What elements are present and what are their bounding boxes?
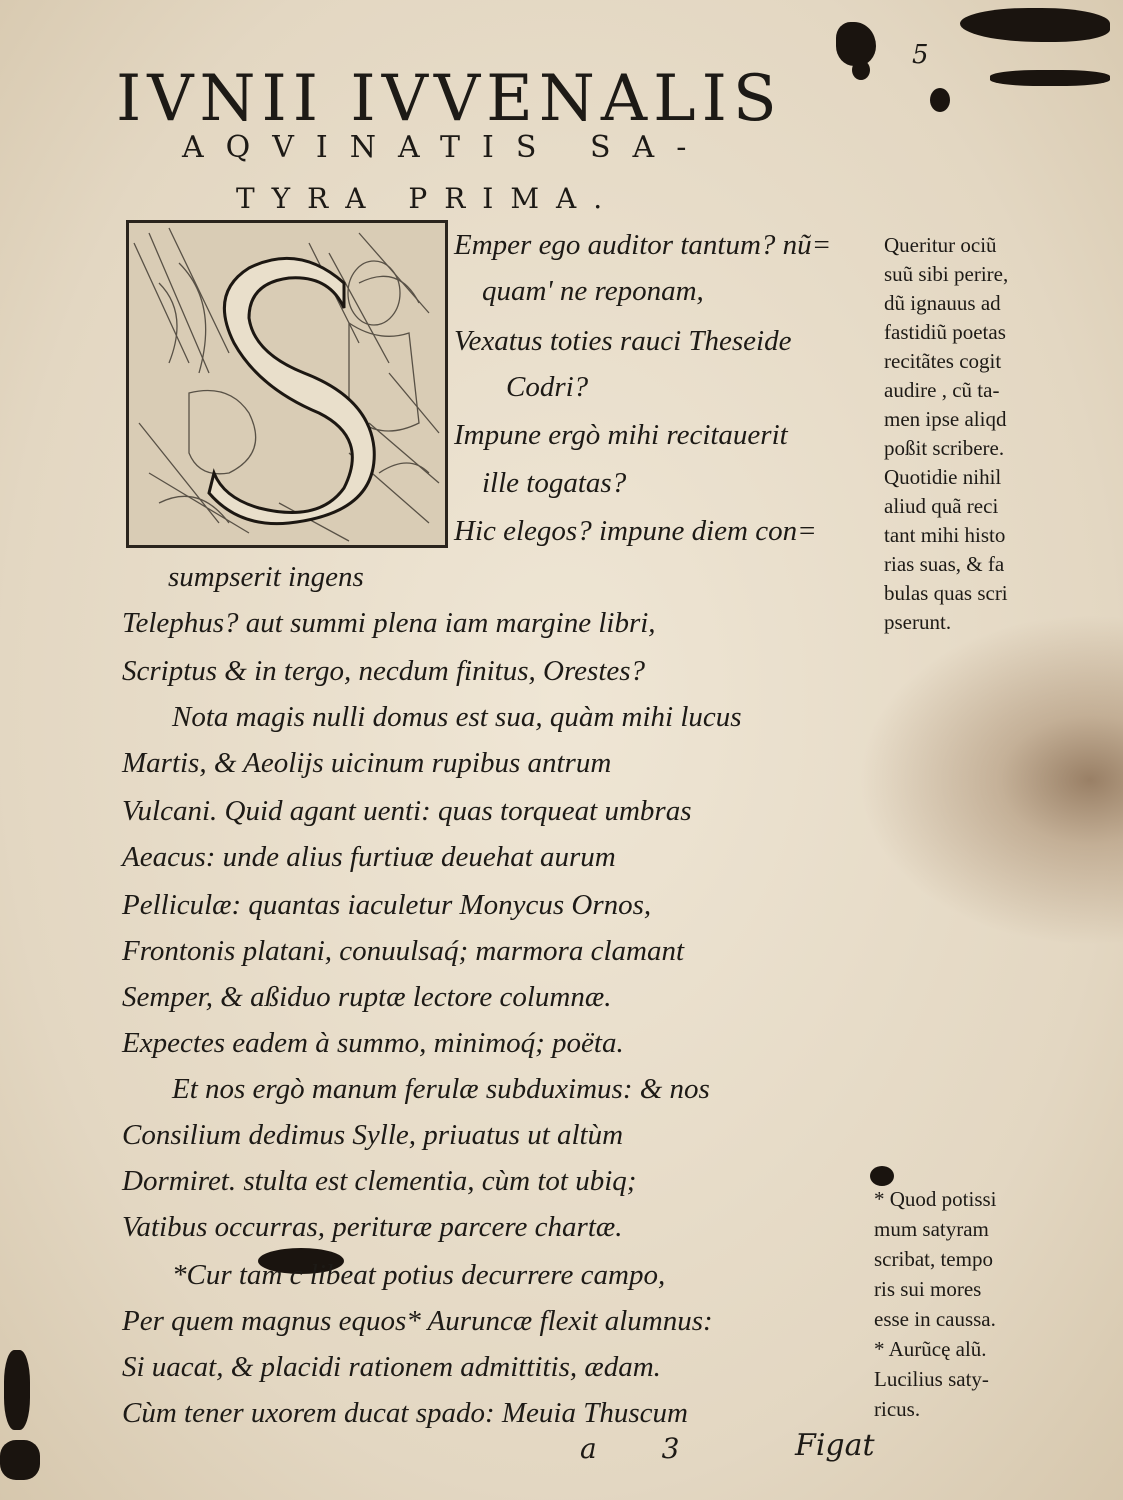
verse-line: Martis, & Aeolijs uicinum rupibus antrum [122, 747, 612, 779]
marginal-note-line: * Aurũcę alũ. [874, 1337, 987, 1361]
marginal-note-line: Lucilius saty- [874, 1367, 989, 1391]
marginal-note-line: tant mihi histo [884, 523, 1006, 547]
verse-line: Codri? [506, 371, 589, 403]
verse-line: Et nos ergò manum ferulæ subduximus: & nos [172, 1073, 710, 1105]
marginal-note-line: pserunt. [884, 610, 952, 634]
ink-stain [930, 88, 950, 112]
verse-line: quam' ne reponam, [482, 275, 704, 307]
verse-line: *Cur tam c libeat potius decurrere campo, [172, 1259, 666, 1291]
verse-line: Vexatus toties rauci Theseide [454, 325, 792, 357]
verse-line: Scriptus & in tergo, necdum finitus, Orestes? [122, 655, 646, 687]
title-line-2: AQVINATIS SA- [182, 130, 709, 165]
marginal-note-line: ris sui mores [874, 1277, 982, 1301]
marginal-note-line: recitãtes cogit [884, 349, 1002, 373]
marginal-note-line: mum satyram [874, 1217, 989, 1241]
marginal-note-line: ricus. [874, 1397, 921, 1421]
verse-line: Frontonis platani, conuulsaq́; marmora clamant [122, 935, 685, 967]
verse-line: Telephus? aut summi plena iam margine libri, [122, 607, 656, 639]
marginal-note-line: men ipse aliqd [884, 407, 1007, 431]
woodcut-illustration [129, 223, 445, 545]
ink-stain [960, 8, 1110, 42]
marginal-note-line: * Quod potissi [874, 1187, 997, 1211]
verse-line: Si uacat, & placidi rationem admittitis, ædam. [122, 1351, 661, 1383]
verse-line: Hic elegos? impune diem con= [454, 515, 817, 547]
title-line-1: IVNII IVVENALIS [116, 62, 783, 136]
verse-line: Consilium dedimus Sylle, priuatus ut altùm [122, 1119, 624, 1151]
folio-number: 5 [912, 40, 929, 70]
ink-stain [990, 70, 1110, 86]
verse-line: Nota magis nulli domus est sua, quàm mihi lucus [172, 701, 742, 733]
verse-line: Semper, & aßiduo ruptæ lectore columnæ. [122, 981, 612, 1013]
catchword: Figat [795, 1428, 875, 1463]
ink-stain [4, 1350, 30, 1430]
verse-line: Vatibus occurras, perituræ parcere chartæ. [122, 1211, 623, 1243]
ink-stain [870, 1166, 894, 1186]
marginal-note-line: rias suas, & fa [884, 552, 1005, 576]
marginal-note-line: suũ sibi perire, [884, 262, 1009, 286]
title-line-3: TYRA PRIMA. [236, 182, 620, 215]
marginal-note-line: scribat, tempo [874, 1247, 993, 1271]
verse-line: Pelliculæ: quantas iaculetur Monycus Ornos, [122, 889, 652, 921]
marginal-note-line: esse in caussa. [874, 1307, 996, 1331]
verse-line: Impune ergò mihi recitauerit [454, 419, 788, 451]
marginal-note-line: audire , cũ ta- [884, 378, 1000, 402]
ink-stain [836, 22, 876, 66]
verse-line: Dormiret. stulta est clementia, cùm tot ubiq; [122, 1165, 637, 1197]
marginal-note-line: aliud quã reci [884, 494, 999, 518]
verse-line: Aeacus: unde alius furtiuæ deuehat aurum [122, 841, 616, 873]
verse-line: Emper ego auditor tantum? nũ= [454, 229, 832, 261]
verse-line: Cùm tener uxorem ducat spado: Meuia Thuscum [122, 1397, 688, 1429]
marginal-note-line: poßit scribere. [884, 436, 1005, 460]
signature-mark: a 3 [580, 1432, 708, 1465]
verse-line: Vulcani. Quid agant uenti: quas torqueat umbras [122, 795, 692, 827]
verse-line: sumpserit ingens [168, 561, 364, 593]
marginal-note-line: bulas quas scri [884, 581, 1008, 605]
verse-line: Per quem magnus equos* Auruncæ flexit alumnus: [122, 1305, 713, 1337]
marginal-note-line: fastidiũ poetas [884, 320, 1006, 344]
marginal-note-line: Queritur ociũ [884, 233, 997, 257]
woodcut-initial [126, 220, 448, 548]
ink-stain [0, 1440, 40, 1480]
marginal-note-line: dũ ignauus ad [884, 291, 1001, 315]
verse-line: ille togatas? [482, 467, 627, 499]
verse-line: Expectes eadem à summo, minimoq́; poëta. [122, 1027, 624, 1059]
marginal-note-line: Quotidie nihil [884, 465, 1002, 489]
